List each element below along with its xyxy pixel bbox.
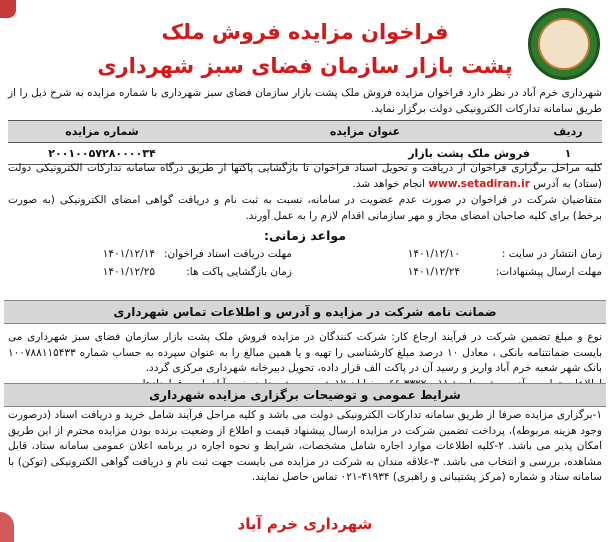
submit-label: مهلت ارسال پیشنهادات: bbox=[495, 266, 602, 278]
registration-paragraph: متقاضیان شرکت در فراخوان در صورت عدم عضویت در سامانه، نسبت به ثبت نام و دریافت گواهی امضای الکترونیکی (به صورت برخط) برای کلیه صاحبان امضای مجاز و مهر سازمانی اقدام لازم را به عمل آورند. bbox=[8, 194, 602, 222]
intro-paragraph: شهرداری خرم آباد در نظر دارد فراخوان مزایده فروش ملک پشت بازار سازمان فضای سبز شهرداری با شماره مزایده به شرح ذیل را از طریق سامانه تدارکات الکترونیکی دولت برگزار نماید. bbox=[8, 87, 602, 115]
publish-date: ۱۴۰۱/۱۲/۱۰ bbox=[407, 248, 460, 260]
table-header-row bbox=[8, 121, 602, 143]
doc-receive-label: مهلت دریافت اسناد فراخوان: bbox=[163, 248, 292, 260]
logo-emblem-icon bbox=[538, 18, 590, 70]
column-header-row-number: ردیف bbox=[534, 121, 602, 143]
conditions-paragraph: ۱-برگزاری مزایده صرفا از طریق سامانه تدارکات الکترونیکی دولت می باشد و کلیه مراحل فرآیند شامل خرید و دریافت اسناد (درصورت وجود هزینه مربوطه)، پرداخت تضمین شرکت در مزایده ارسال پیشنهاد قیمت و اطلاع از وضعیت برنده بودن مزایده محترم از این طریق امکان پذیر می باشد. ۲-کلیه اطلاعات موارد اجاره شامل مشخصات، شرایط و نحوه اجاره در برنامه اعلان عمومی سامانه ستاد، قابل مشاهده، بررسی و انتخاب می باشد. ۳-علاقه مندان به شرکت در مزایده می بایست جهت ثبت نام و دریافت گواهی الکترونیکی (توکن) با سامانه ستاد و شماره (مرکز پشتیبانی و راهبری) ۴۱۹۳۴-۰۲۱ تماس حاصل نمایند. bbox=[8, 409, 603, 483]
column-header-title: عنوان مزایده bbox=[196, 121, 534, 143]
publish-label: زمان انتشار در سایت : bbox=[501, 248, 602, 260]
auction-table bbox=[8, 120, 602, 165]
procedure-text-end: انجام خواهد شد. bbox=[352, 178, 429, 190]
footer-signature: شهرداری خرم آباد bbox=[237, 515, 373, 533]
ad-title-line1: فراخوان مزایده فروش ملک bbox=[161, 20, 449, 44]
municipality-logo bbox=[528, 8, 600, 80]
guarantee-section-header: ضمانت نامه شرکت در مزایده و آدرس و اطلاعات تماس شهرداری bbox=[4, 300, 606, 324]
opening-label: زمان بازگشایی پاکت ها: bbox=[186, 266, 292, 278]
ad-title-line2: پشت بازار سازمان فضای سبز شهرداری bbox=[97, 54, 513, 78]
doc-receive-date: ۱۴۰۱/۱۲/۱۴ bbox=[102, 248, 155, 260]
conditions-section-header: شرایط عمومی و توضیحات برگزاری مزایده شهرداری bbox=[4, 383, 606, 407]
timeline-title: مواعد زمانی: bbox=[264, 228, 346, 243]
corner-decoration bbox=[0, 0, 16, 18]
cell-row-number: ۱ bbox=[534, 143, 602, 165]
guarantee-text: نوع و مبلغ تضمین شرکت در فرآیند ارجاع کار: شرکت کنندگان در مزایده فروش ملک پشت بازار سازمان فضای سبز شهرداری می بایست ضمانتنامه بانکی ، معادل ۱۰ درصد مبلغ کارشناسی را تهیه و یا همین مبالغ را به عنوان سپرده به حساب شماره ۱۰۰۷۸۸۱۱۵۴۳۳ بانک شهر شعبه خرم آباد واریز و رسید آن در پاکت الف قرار داده، تحویل دبیرخانه شهرداری مرکزی گردد. bbox=[8, 331, 603, 374]
column-header-number: شماره مزایده bbox=[8, 121, 196, 143]
submit-date: ۱۴۰۱/۱۲/۲۴ bbox=[407, 266, 460, 278]
website-link[interactable]: www.setadiran.ir bbox=[428, 178, 530, 190]
cell-title: فروش ملک پشت بازار bbox=[196, 143, 534, 165]
procedure-paragraph bbox=[8, 160, 602, 192]
opening-date: ۱۴۰۱/۱۲/۲۵ bbox=[102, 266, 155, 278]
procedure-text: کلیه مراحل برگزاری فراخوان از دریافت و تحویل اسناد فراخوان تا بازگشایی پاکتها از طریق درگاه سامانه تدارکات الکترونیکی دولت (ستاد) به آدرس bbox=[8, 162, 602, 190]
cell-auction-number: ۲۰۰۱۰۰۵۷۲۸۰۰۰۰۳۴ bbox=[8, 143, 196, 165]
